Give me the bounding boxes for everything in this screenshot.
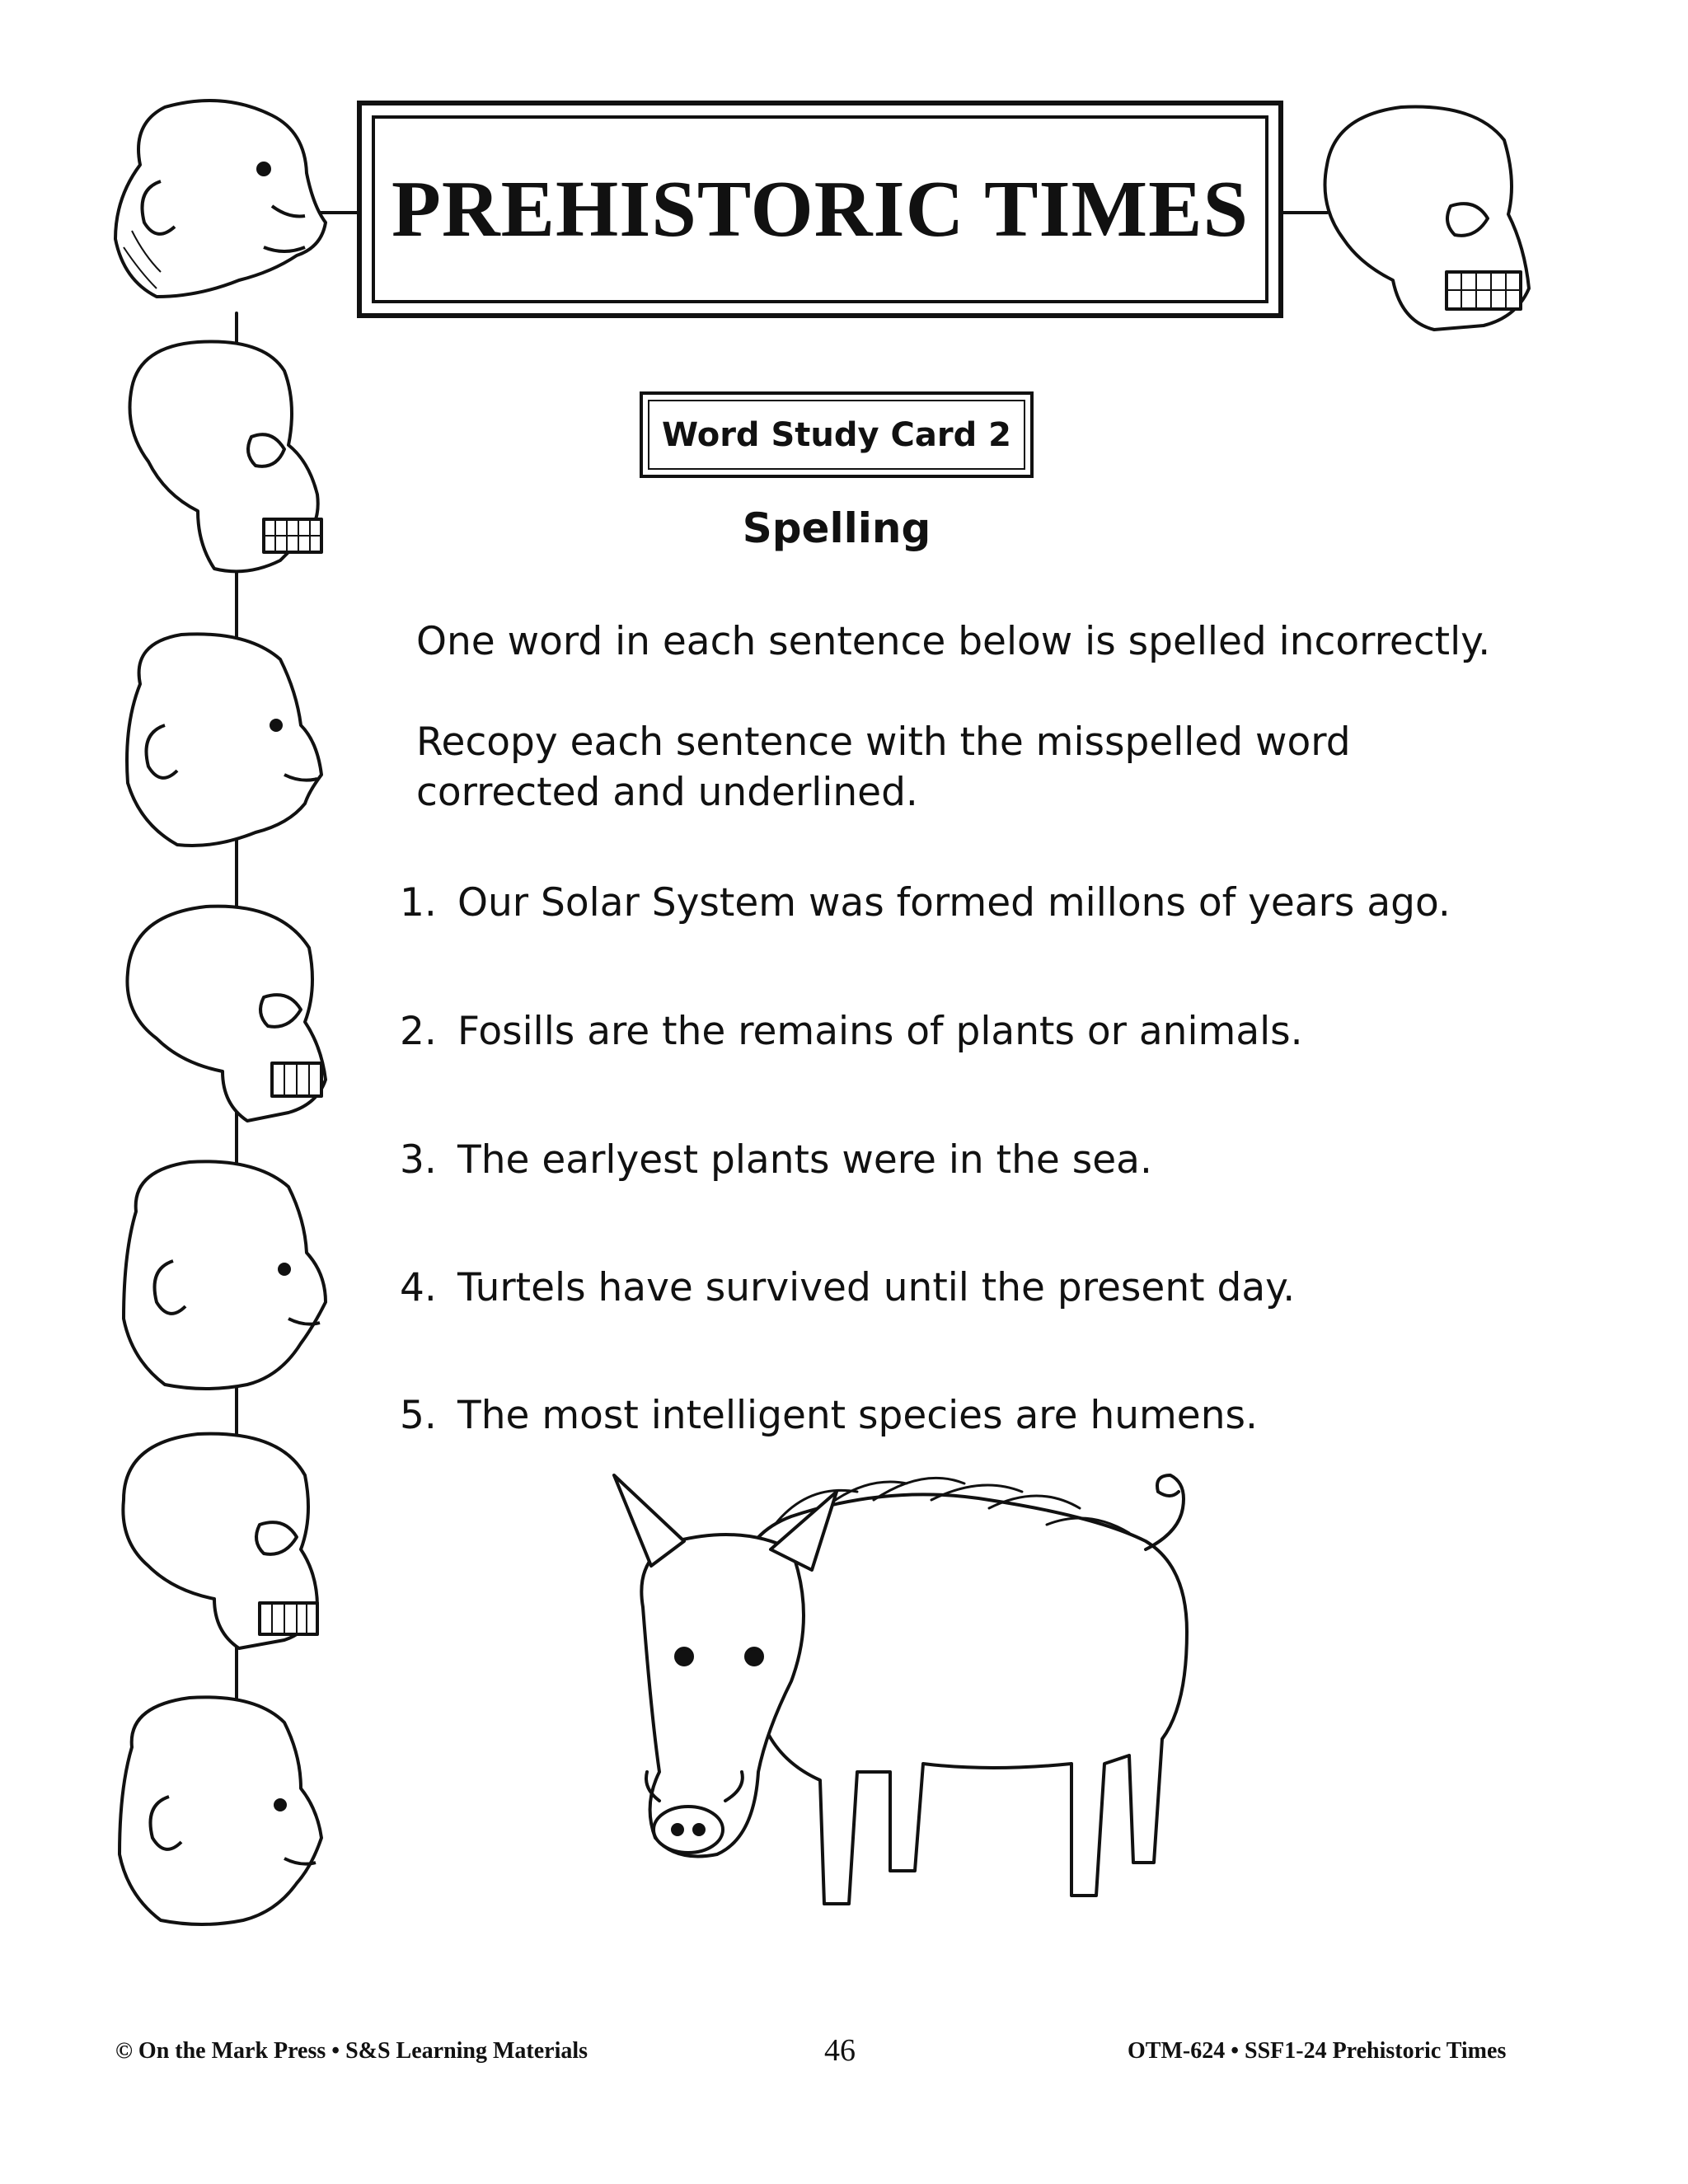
sentence-item: [400, 1009, 1303, 1054]
early-human-head-icon: [124, 1161, 326, 1389]
skull-icon: [130, 341, 322, 571]
sentence-item: [400, 1393, 1258, 1438]
skull-icon: [1325, 107, 1530, 330]
footer-publisher: © On the Mark Press • S&S Learning Materials: [115, 2038, 588, 2064]
footer-product-code: OTM-624 • SSF1-24 Prehistoric Times: [1128, 2038, 1507, 2064]
sentence-item: [400, 880, 1451, 926]
card-label: Word Study Card 2: [662, 415, 1011, 454]
boar-icon: [614, 1475, 1187, 1904]
sentence-item: [400, 1137, 1152, 1183]
instruction-line-3: corrected and underlined.: [416, 770, 918, 815]
ape-head-icon: [115, 101, 326, 297]
sentence-text: Fosills are the remains of plants or animals.: [457, 1009, 1303, 1054]
sentence-item: [400, 1265, 1295, 1310]
skull-icon: [127, 907, 326, 1121]
section-subheading: Spelling: [742, 504, 931, 552]
sentence-text: Turtels have survived until the present day.: [457, 1265, 1296, 1310]
instruction-line-1: One word in each sentence below is spelled incorrectly.: [416, 619, 1491, 664]
sentence-number: 1.: [400, 880, 437, 926]
page-title: PREHISTORIC TIMES: [392, 165, 1249, 254]
early-human-head-icon: [120, 1697, 321, 1924]
sentence-text: Our Solar System was formed millons of years ago.: [457, 880, 1451, 926]
skull-icon: [123, 1434, 317, 1648]
sentence-number: 4.: [400, 1265, 437, 1310]
sentence-number: 5.: [400, 1393, 437, 1438]
page-number: 46: [824, 2033, 856, 2068]
sentence-number: 3.: [400, 1137, 437, 1183]
sentence-text: The earlyest plants were in the sea.: [457, 1137, 1152, 1183]
sentence-number: 2.: [400, 1009, 437, 1054]
instruction-line-2: Recopy each sentence with the misspelled word: [416, 719, 1351, 765]
early-human-head-icon: [127, 634, 321, 846]
sentence-text: The most intelligent species are humens.: [457, 1393, 1258, 1438]
